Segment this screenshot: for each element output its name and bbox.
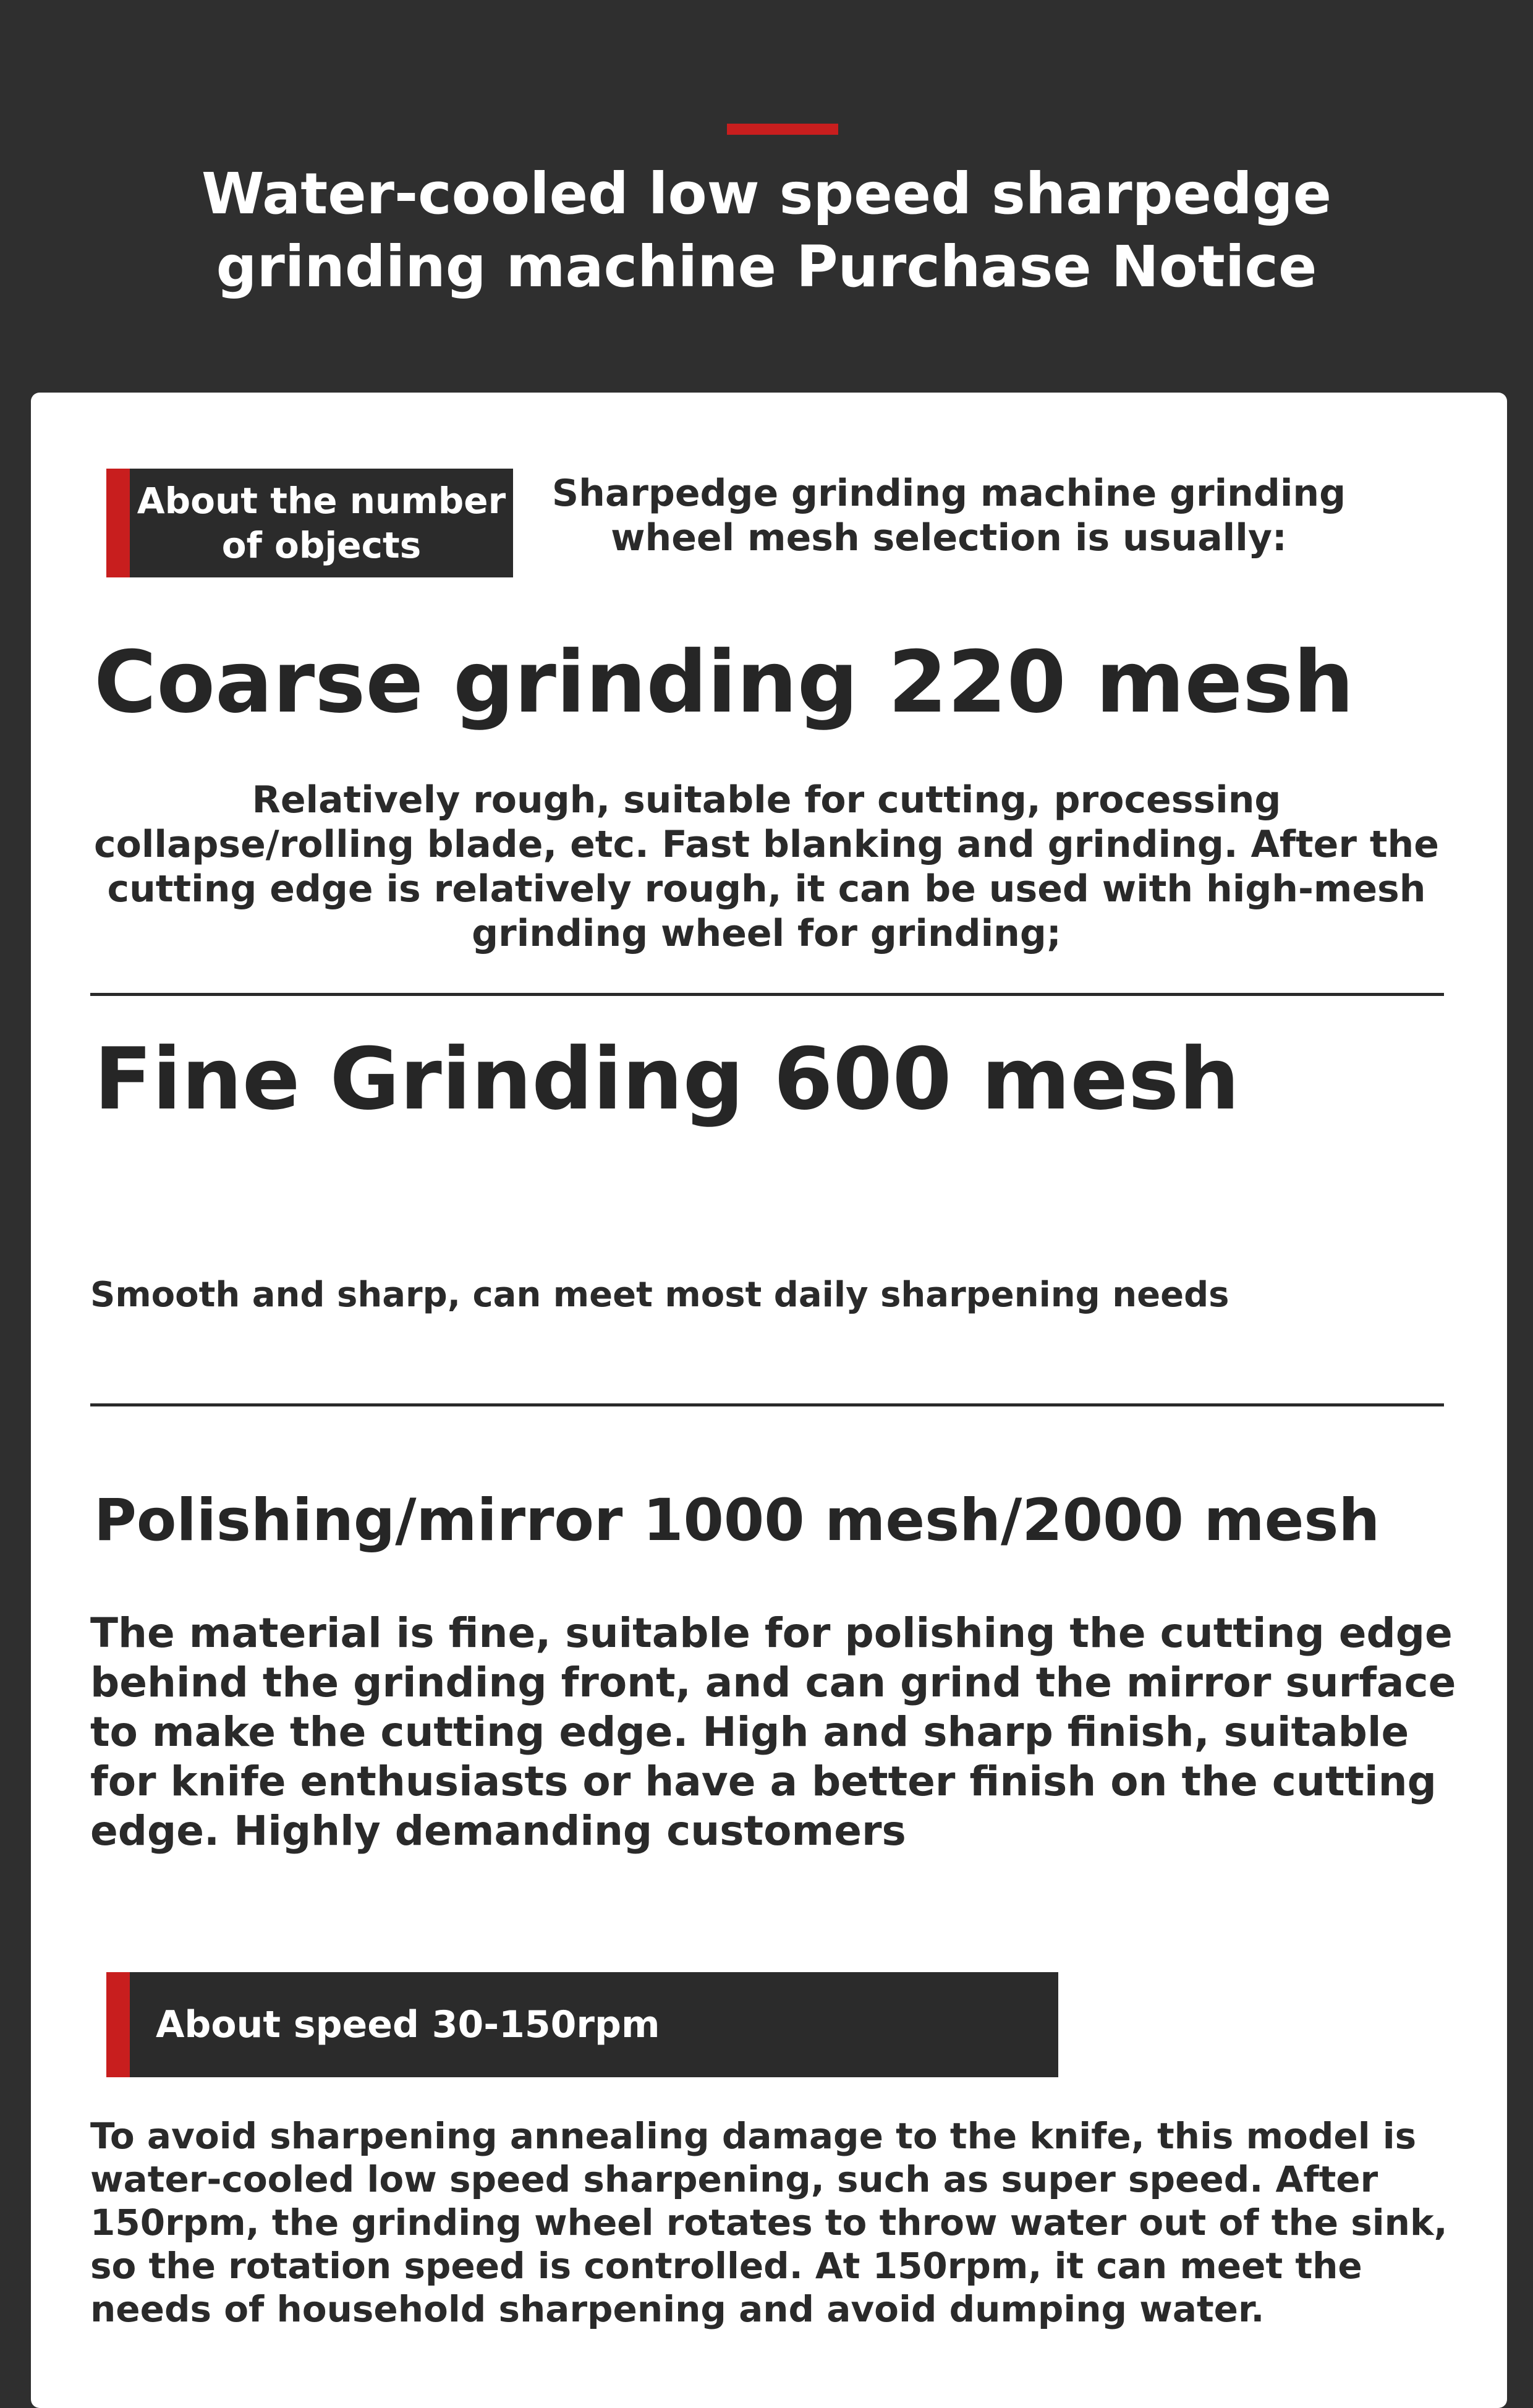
section-divider xyxy=(90,1403,1444,1406)
coarse-grinding-heading: Coarse grinding 220 mesh xyxy=(94,632,1354,732)
fine-grinding-description: Smooth and sharp, can meet most daily sharpening needs xyxy=(90,1275,1229,1315)
speed-section-label-text: About speed 30-150rpm xyxy=(156,2003,660,2046)
section-divider xyxy=(90,993,1444,996)
objects-section-label xyxy=(106,469,513,577)
speed-description: To avoid sharpening annealing damage to the knife, this model is water-cooled low speed sharpening, such as super speed. After 150rpm, the grinding wheel rotates to throw water out of the sink, so the rotation speed is controlled. At 150rpm, it can meet the needs of household sharpening and avoid dumping water. xyxy=(90,2115,1448,2330)
speed-section-label xyxy=(106,1972,1058,2077)
label-accent-edge xyxy=(106,1972,130,2077)
label-accent-edge xyxy=(106,469,130,577)
polishing-description: The material is fine, suitable for polishing the cutting edge behind the grinding front, and can grind the mirror surface to make the cutting edge. High and sharp finish, suitable for knife enthusiasts or have a better finish on the cutting edge. Highly demanding customers xyxy=(90,1609,1456,1855)
coarse-grinding-description: Relatively rough, suitable for cutting, processing collapse/rolling blade, etc. Fast blanking and grinding. After the cutting edge is relatively rough, it can be used with high-mesh grinding wheel for grinding; xyxy=(94,778,1439,955)
page-title: Water-cooled low speed sharpedge grinding machine Purchase Notice xyxy=(201,161,1332,300)
fine-grinding-heading: Fine Grinding 600 mesh xyxy=(94,1029,1240,1129)
polishing-heading: Polishing/mirror 1000 mesh/2000 mesh xyxy=(94,1487,1380,1554)
objects-section-label-text: About the number of objects xyxy=(137,480,506,566)
mesh-selection-intro: Sharpedge grinding machine grinding wheel mesh selection is usually: xyxy=(551,472,1346,559)
header-accent-bar xyxy=(727,124,838,135)
